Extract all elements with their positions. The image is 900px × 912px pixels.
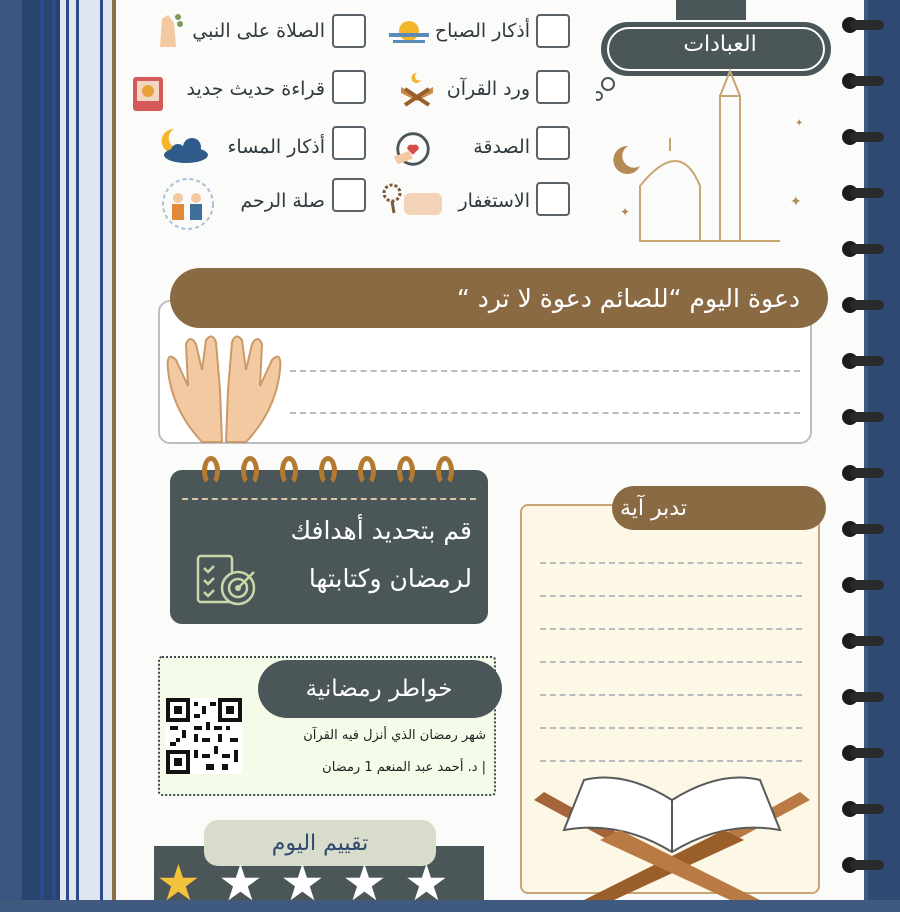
sunrise-icon — [388, 10, 430, 52]
checkbox-new-hadith[interactable] — [332, 70, 366, 104]
checkbox-quran-wird[interactable] — [536, 70, 570, 104]
checkbox-morning-adhkar[interactable] — [536, 14, 570, 48]
label-istighfar: الاستغفار — [458, 190, 530, 212]
rating-star[interactable]: ★ — [342, 854, 387, 912]
binding-ring — [842, 14, 886, 36]
card-spiral — [436, 456, 454, 486]
binding-ring — [842, 126, 886, 148]
binding-ring — [842, 70, 886, 92]
dua-line[interactable] — [290, 370, 800, 372]
binding-ring — [842, 518, 886, 540]
goals-line-2: لرمضان وكتابتها — [308, 564, 472, 593]
binding-ring — [842, 406, 886, 428]
label-charity: الصدقة — [473, 136, 530, 158]
praying-hands-icon — [162, 330, 286, 444]
card-spiral — [241, 456, 259, 486]
prayer-beads-hand-icon — [148, 8, 190, 50]
card-spiral — [397, 456, 415, 486]
book-icon — [126, 72, 168, 114]
verse-line[interactable] — [540, 628, 802, 630]
binding-ring — [842, 294, 886, 316]
label-evening-adhkar: أذكار المساء — [227, 136, 325, 158]
rating-title: تقييم اليوم — [271, 830, 369, 856]
binding-ring — [842, 238, 886, 260]
blue-stripe — [66, 0, 69, 900]
blue-stripe — [40, 0, 44, 900]
quran-stand-icon — [524, 760, 820, 900]
rating-star[interactable]: ★ — [156, 854, 201, 912]
svg-text:✦: ✦ — [620, 205, 631, 219]
checkbox-salawat[interactable] — [332, 14, 366, 48]
card-spiral — [202, 456, 220, 486]
label-family-ties: صلة الرحم — [240, 190, 325, 212]
verse-line[interactable] — [540, 661, 802, 663]
label-quran-wird: ورد القرآن — [446, 78, 530, 100]
checkbox-evening-adhkar[interactable] — [332, 126, 366, 160]
charity-hands-icon — [392, 128, 434, 170]
goals-divider — [182, 498, 476, 500]
binding-ring — [842, 854, 886, 876]
quran-stand-icon — [396, 68, 438, 110]
mosque-icon — [600, 66, 810, 246]
svg-text:✦: ✦ — [795, 118, 804, 129]
checkbox-charity[interactable] — [536, 126, 570, 160]
verse-line[interactable] — [540, 595, 802, 597]
tasbeeh-hand-icon — [382, 178, 444, 220]
rating-star[interactable]: ★ — [404, 854, 449, 912]
khawater-line-2: | د. أحمد عبد المنعم 1 رمضان — [322, 760, 486, 775]
khawater-line-1: شهر رمضان الذي أنزل فيه القرآن — [303, 728, 486, 743]
blue-stripe — [52, 0, 56, 900]
qr-code-icon[interactable] — [166, 698, 242, 774]
binding-ring — [842, 686, 886, 708]
rating-star[interactable]: ★ — [280, 854, 325, 912]
binding-ring — [842, 350, 886, 372]
verse-line[interactable] — [540, 562, 802, 564]
dua-line[interactable] — [290, 412, 800, 414]
verse-line[interactable] — [540, 694, 802, 696]
dua-title: دعوة اليوم “للصائم دعوة لا ترد “ — [456, 283, 800, 313]
label-new-hadith: قراءة حديث جديد — [186, 78, 325, 100]
binding-ring — [842, 574, 886, 596]
verse-title: تدبر آية — [620, 495, 687, 521]
checkbox-istighfar[interactable] — [536, 182, 570, 216]
page-title: العبادات — [683, 31, 757, 57]
binding-ring — [842, 182, 886, 204]
moon-cloud-icon — [156, 124, 212, 166]
card-spiral — [319, 456, 337, 486]
checkbox-family-ties[interactable] — [332, 178, 366, 212]
goals-line-1: قم بتحديد أهدافك — [290, 516, 472, 545]
family-icon — [160, 176, 216, 232]
binding-ring — [842, 630, 886, 652]
svg-text:✦: ✦ — [790, 194, 802, 210]
blue-stripe — [76, 0, 79, 900]
card-spiral — [280, 456, 298, 486]
label-salawat: الصلاة على النبي — [192, 20, 325, 42]
rating-star[interactable]: ★ — [218, 854, 263, 912]
binding-ring — [842, 742, 886, 764]
khawater-title: خواطر رمضانية — [305, 676, 453, 702]
verse-line[interactable] — [540, 727, 802, 729]
left-background — [0, 0, 115, 900]
binding-ring — [842, 798, 886, 820]
label-morning-adhkar: أذكار الصباح — [434, 20, 530, 42]
target-checklist-icon — [194, 548, 258, 612]
card-spiral — [358, 456, 376, 486]
binding-ring — [842, 462, 886, 484]
blue-stripe — [100, 0, 103, 900]
